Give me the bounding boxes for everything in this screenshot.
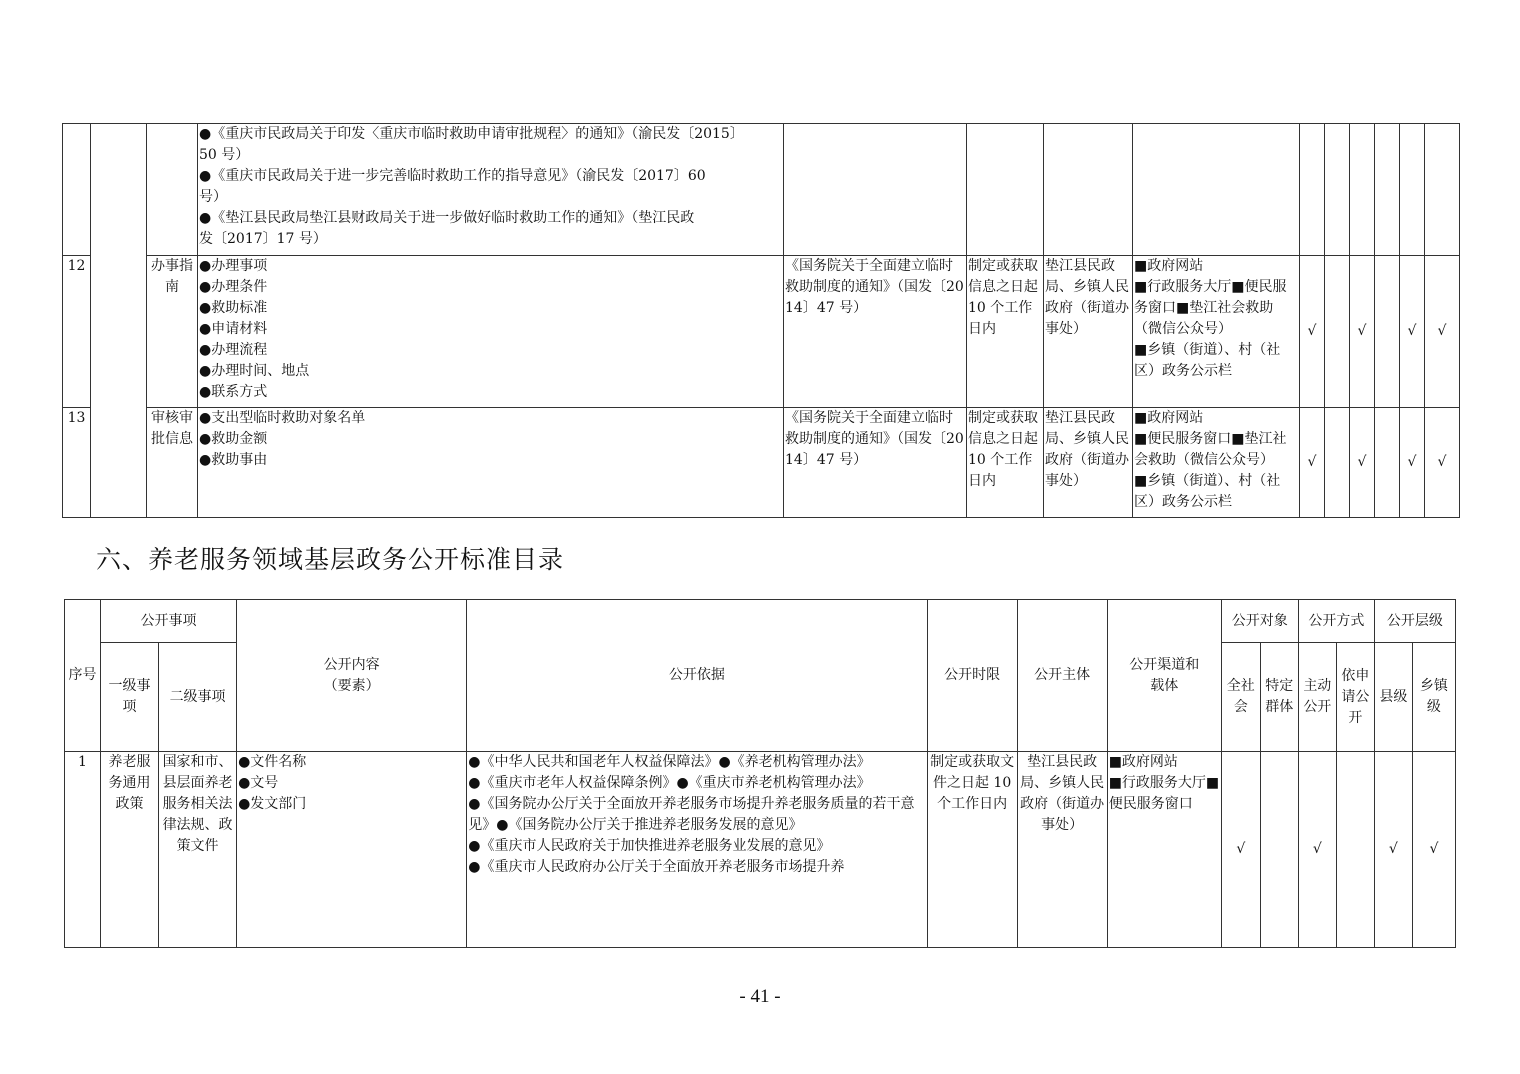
header-subject: 公开主体 — [1017, 600, 1107, 752]
channel-cell — [1133, 256, 1300, 408]
channel-item: ■行政服务大厅■便民服务窗口■垫江社会救助（微信公众号） — [1134, 279, 1287, 337]
header-method: 公开方式 — [1298, 600, 1374, 643]
basis-item: ●《重庆市人民政府办公厅关于全面放开养老服务市场提升养 — [468, 859, 845, 875]
channel-item: ■政府网站 — [1134, 258, 1204, 274]
content-item: ●办理时间、地点 — [199, 363, 310, 379]
basis-line: ●《重庆市民政局关于印发〈重庆市临时救助申请审批规程〉的通知》（渝民发〔2015〕 — [199, 126, 744, 142]
check-mark — [1325, 256, 1350, 408]
basis-line: 发〔2017〕17 号） — [199, 231, 327, 247]
header-basis: 公开依据 — [467, 600, 927, 752]
content-item: ●文件名称 — [238, 754, 307, 770]
channel-item: ■便民服务窗口■垫江社会救助（微信公众号） — [1134, 431, 1287, 468]
content-item: ●支出型临时救助对象名单 — [199, 410, 366, 426]
page-number: - 41 - — [739, 986, 781, 1007]
channel-item: ■行政服务大厅■便民服务窗口 — [1108, 775, 1220, 812]
header-county: 县级 — [1374, 643, 1412, 752]
check-mark: √ — [1425, 256, 1460, 408]
check-mark: √ — [1300, 408, 1325, 518]
content-item: ●办理条件 — [199, 279, 268, 295]
channel-item: ■乡镇（街道）、村（社区）政务公示栏 — [1134, 342, 1281, 379]
content-item: ●办理流程 — [199, 342, 268, 358]
content-item: ●申请材料 — [199, 321, 268, 337]
check-mark: √ — [1400, 256, 1425, 408]
content-item: ●文号 — [238, 775, 279, 791]
channel-cell — [1107, 752, 1221, 948]
row-number: 1 — [65, 752, 101, 948]
check-mark: √ — [1374, 752, 1412, 948]
header-tier: 公开层级 — [1374, 600, 1455, 643]
section-title: 六、养老服务领域基层政务公开标准目录 — [96, 545, 565, 574]
header-all-society: 全社会 — [1221, 643, 1260, 752]
basis-item: ●《重庆市老年人权益保障条例》●《重庆市养老机构管理办法》 — [468, 775, 871, 791]
header-specific-group: 特定群体 — [1260, 643, 1298, 752]
basis-line: 50 号） — [199, 147, 250, 163]
table-row — [65, 752, 1456, 948]
header-level1: 一级事项 — [101, 643, 159, 752]
level2-item: 国家和市、县层面养老服务相关法律法规、政策文件 — [159, 752, 237, 948]
basis-item: ●《中华人民共和国老年人权益保障法》●《养老机构管理办法》 — [468, 754, 871, 770]
basis-line: 号） — [199, 189, 227, 205]
item-name: 审核审批信息 — [147, 408, 198, 518]
time-limit: 制定或获取文件之日起 10个工作日内 — [927, 752, 1017, 948]
content-item: ●救助标准 — [199, 300, 268, 316]
header-content-line1: 公开内容 — [323, 656, 380, 673]
channel-cell — [1133, 408, 1300, 518]
header-level2: 二级事项 — [159, 643, 237, 752]
content-cell — [198, 256, 784, 408]
table-row — [63, 408, 1460, 518]
basis-cell: 《国务院关于全面建立临时救助制度的通知》（国发〔2014〕47 号） — [784, 256, 967, 408]
content-cell — [237, 752, 467, 948]
header-channel — [1107, 600, 1221, 752]
channel-item: ■政府网站 — [1108, 754, 1178, 770]
previous-section-table — [62, 123, 1460, 518]
row-number: 13 — [63, 408, 91, 518]
content-item: ●救助事由 — [199, 452, 268, 468]
row-number: 12 — [63, 256, 91, 408]
basis-item: ●《国务院办公厅关于全面放开养老服务市场提升养老服务质量的若干意见》●《国务院办公厅关于推进养老服务发展的意见》 — [468, 796, 915, 833]
table-row — [63, 124, 1460, 256]
header-content — [237, 600, 467, 752]
header-item-group: 公开事项 — [101, 600, 237, 643]
time-limit: 制定或获取信息之日起 10 个工作日内 — [967, 256, 1044, 408]
check-mark: √ — [1412, 752, 1455, 948]
check-mark — [1375, 408, 1400, 518]
basis-cell — [467, 752, 927, 948]
basis-line: ●《垫江县民政局垫江县财政局关于进一步做好临时救助工作的通知》（垫江民政 — [199, 210, 695, 226]
check-mark: √ — [1350, 256, 1375, 408]
header-channel-line1: 公开渠道和 — [1129, 656, 1200, 673]
header-target: 公开对象 — [1221, 600, 1298, 643]
check-mark: √ — [1350, 408, 1375, 518]
channel-item: ■政府网站 — [1134, 410, 1204, 426]
elderly-care-table — [64, 599, 1456, 948]
subject-cell: 垫江县民政局、乡镇人民政府（街道办事处） — [1017, 752, 1107, 948]
check-mark — [1336, 752, 1374, 948]
subject-cell: 垫江县民政局、乡镇人民政府（街道办事处） — [1044, 256, 1133, 408]
header-township: 乡镇级 — [1412, 643, 1455, 752]
content-item: ●发文部门 — [238, 796, 307, 812]
header-content-line2: （要素） — [323, 677, 380, 694]
basis-cell: 《国务院关于全面建立临时救助制度的通知》（国发〔2014〕47 号） — [784, 408, 967, 518]
check-mark — [1375, 256, 1400, 408]
basis-line: ●《重庆市民政局关于进一步完善临时救助工作的指导意见》（渝民发〔2017〕60 — [199, 168, 706, 184]
check-mark: √ — [1221, 752, 1260, 948]
content-item: ●联系方式 — [199, 384, 268, 400]
item-name: 办事指南 — [147, 256, 198, 408]
check-mark: √ — [1400, 408, 1425, 518]
time-limit: 制定或获取信息之日起 10 个工作日内 — [967, 408, 1044, 518]
content-cell — [198, 408, 784, 518]
level1-item: 养老服务通用政策 — [101, 752, 159, 948]
check-mark: √ — [1300, 256, 1325, 408]
header-row — [65, 600, 1456, 643]
header-time: 公开时限 — [927, 600, 1017, 752]
header-channel-line2: 载体 — [1150, 677, 1179, 694]
content-item: ●办理事项 — [199, 258, 268, 274]
channel-item: ■乡镇（街道）、村（社区）政务公示栏 — [1134, 473, 1281, 510]
basis-item: ●《重庆市人民政府关于加快推进养老服务业发展的意见》 — [468, 838, 831, 854]
check-mark: √ — [1298, 752, 1336, 948]
subject-cell: 垫江县民政局、乡镇人民政府（街道办事处） — [1044, 408, 1133, 518]
check-mark — [1260, 752, 1298, 948]
check-mark: √ — [1425, 408, 1460, 518]
table-row — [63, 256, 1460, 408]
basis-cell — [198, 124, 784, 256]
content-item: ●救助金额 — [199, 431, 268, 447]
header-active: 主动公开 — [1298, 643, 1336, 752]
header-on-request: 依申请公开 — [1336, 643, 1374, 752]
check-mark — [1325, 408, 1350, 518]
header-seq: 序号 — [65, 600, 101, 752]
